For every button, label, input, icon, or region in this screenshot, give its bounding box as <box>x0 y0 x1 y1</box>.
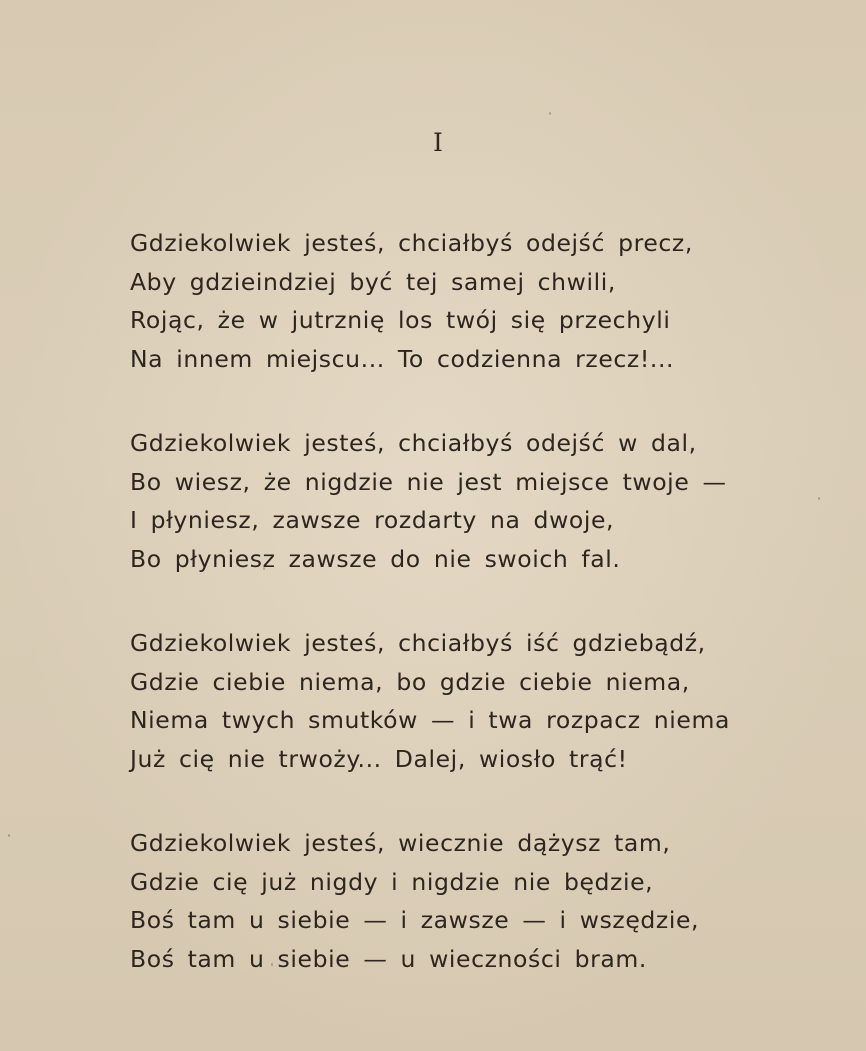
stanza-3 <box>130 624 810 778</box>
poem-line: Gdzie cię już nigdy i nigdzie nie będzie, <box>130 867 654 896</box>
stanza-4 <box>130 824 810 978</box>
poem <box>130 224 810 978</box>
poem-line: Niema twych smutków — i twa rozpacz niema <box>130 706 730 734</box>
poem-line: Gdziekolwiek jesteś, chciałbyś odejść precz, <box>130 229 693 257</box>
stanza-2 <box>130 424 810 578</box>
poem-line: Na innem miejscu... To codzienna rzecz!... <box>130 344 675 373</box>
poem-line: Bo wiesz, że nigdzie nie jest miejsce twoje — <box>130 467 727 496</box>
poem-line: Gdziekolwiek jesteś, wiecznie dążysz tam, <box>130 829 671 857</box>
poem-line: Gdziekolwiek jesteś, chciałbyś iść gdziebądź, <box>130 629 706 657</box>
section-numeral: I <box>433 128 443 157</box>
poem-line: I płyniesz, zawsze rozdarty na dwoje, <box>130 506 615 534</box>
paper-speck <box>8 834 10 837</box>
paper-speck <box>549 112 551 115</box>
poem-line: Boś tam u siebie — i zawsze — i wszędzie, <box>130 906 700 934</box>
poem-line: Aby gdzieindziej być tej samej chwili, <box>130 267 616 296</box>
poem-line: Bo płyniesz zawsze do nie swoich fal. <box>130 544 621 573</box>
poem-line: Boś tam u siebie — u wieczności bram. <box>130 944 647 973</box>
poem-line: Gdziekolwiek jesteś, chciałbyś odejść w dal, <box>130 429 697 457</box>
poem-line: Gdzie ciebie niema, bo gdzie ciebie niema, <box>130 667 690 696</box>
stanza-1 <box>130 224 810 378</box>
paper-speck <box>818 497 820 500</box>
poem-line: Już cię nie trwoży... Dalej, wiosło trąć! <box>130 744 628 773</box>
poem-line: Rojąc, że w jutrznię los twój się przechyli <box>130 306 671 334</box>
